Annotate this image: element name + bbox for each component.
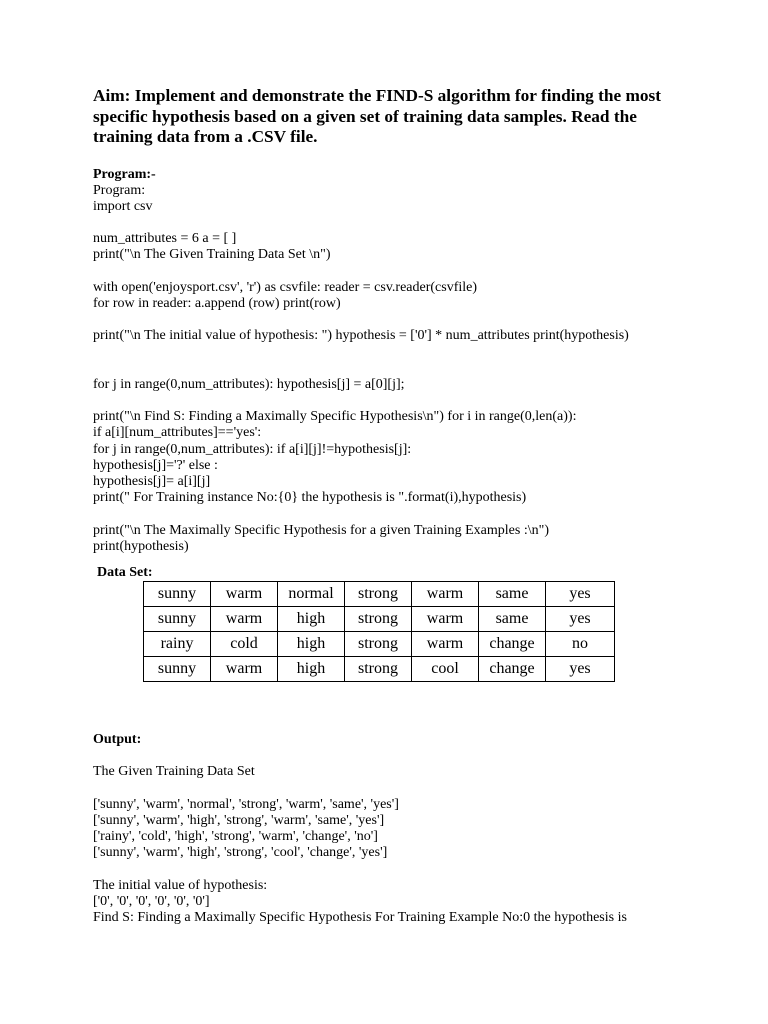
code-line: print("\n The Given Training Data Set \n") bbox=[93, 247, 331, 263]
code-line: for j in range(0,num_attributes): hypothesis[j] = a[0][j]; bbox=[93, 376, 405, 392]
output-text bbox=[93, 748, 693, 926]
code-line: import csv bbox=[93, 198, 153, 214]
code-line: hypothesis[j]='?' else : bbox=[93, 457, 218, 473]
code-line bbox=[93, 312, 683, 328]
table-cell: change bbox=[479, 657, 546, 682]
table-cell: warm bbox=[412, 607, 479, 632]
code-line bbox=[93, 215, 683, 231]
code-line: The initial value of hypothesis: bbox=[93, 877, 268, 893]
table-cell: sunny bbox=[144, 607, 211, 632]
code-line: with open('enjoysport.csv', 'r') as csvfile: reader = csv.reader(csvfile) bbox=[93, 279, 478, 295]
code-line: print("\n Find S: Finding a Maximally Specific Hypothesis\n") for i in range(0,len(a)): bbox=[93, 409, 577, 425]
table-cell: yes bbox=[546, 657, 615, 682]
table-cell: warm bbox=[211, 657, 278, 682]
table-cell: high bbox=[278, 657, 345, 682]
code-line bbox=[93, 361, 683, 377]
code-line: num_attributes = 6 a = [ ] bbox=[93, 231, 237, 247]
code-line bbox=[93, 861, 693, 877]
code-line bbox=[93, 264, 683, 280]
code-line: ['rainy', 'cold', 'high', 'strong', 'warm', 'change', 'no'] bbox=[93, 828, 378, 844]
code-line bbox=[93, 506, 683, 522]
table-row bbox=[144, 657, 615, 682]
table-cell: normal bbox=[278, 582, 345, 607]
table-cell: sunny bbox=[144, 582, 211, 607]
table-cell: strong bbox=[345, 632, 412, 657]
code-line: ['sunny', 'warm', 'high', 'strong', 'cool', 'change', 'yes'] bbox=[93, 845, 388, 861]
code-line: print(" For Training instance No:{0} the hypothesis is ".format(i),hypothesis) bbox=[93, 490, 527, 506]
code-line: print("\n The Maximally Specific Hypothesis for a given Training Examples :\n") bbox=[93, 522, 549, 538]
table-cell: rainy bbox=[144, 632, 211, 657]
table-cell: change bbox=[479, 632, 546, 657]
table-cell: strong bbox=[345, 582, 412, 607]
table-cell: same bbox=[479, 607, 546, 632]
table-cell: high bbox=[278, 607, 345, 632]
table-cell: strong bbox=[345, 657, 412, 682]
code-line bbox=[93, 780, 693, 796]
program-code bbox=[93, 183, 683, 556]
code-line: Find S: Finding a Maximally Specific Hypothesis For Training Example No:0 the hypothesis is bbox=[93, 909, 627, 925]
code-line: The Given Training Data Set bbox=[93, 764, 255, 780]
code-line: for j in range(0,num_attributes): if a[i][j]!=hypothesis[j]: bbox=[93, 441, 412, 457]
table-cell: yes bbox=[546, 582, 615, 607]
table-cell: warm bbox=[412, 632, 479, 657]
code-line: print(hypothesis) bbox=[93, 538, 189, 554]
code-line: ['sunny', 'warm', 'high', 'strong', 'warm', 'same', 'yes'] bbox=[93, 812, 385, 828]
table-cell: yes bbox=[546, 607, 615, 632]
table-cell: cool bbox=[412, 657, 479, 682]
code-line: ['0', '0', '0', '0', '0', '0'] bbox=[93, 893, 210, 909]
code-line: print("\n The initial value of hypothesis: ") hypothesis = ['0'] * num_attributes print(hypothesis) bbox=[93, 328, 629, 344]
table-row bbox=[144, 582, 615, 607]
table-cell: cold bbox=[211, 632, 278, 657]
code-line: for row in reader: a.append (row) print(row) bbox=[93, 295, 341, 311]
dataset-table bbox=[143, 581, 615, 682]
table-cell: high bbox=[278, 632, 345, 657]
table-cell: sunny bbox=[144, 657, 211, 682]
program-heading: Program:- bbox=[93, 166, 156, 182]
aim-heading: Aim: Implement and demonstrate the FIND-S algorithm for finding the most specific hypothesis based on a given set of training data samples. Read the training data from a .CSV file. bbox=[93, 86, 662, 146]
output-section bbox=[93, 732, 693, 926]
table-cell: strong bbox=[345, 607, 412, 632]
dataset-label: Data Set: bbox=[97, 565, 153, 580]
table-cell: same bbox=[479, 582, 546, 607]
code-line: Program: bbox=[93, 182, 146, 198]
code-line: ['sunny', 'warm', 'normal', 'strong', 'warm', 'same', 'yes'] bbox=[93, 796, 399, 812]
table-cell: warm bbox=[412, 582, 479, 607]
document-body bbox=[93, 86, 683, 555]
code-line: if a[i][num_attributes]=='yes': bbox=[93, 425, 262, 441]
table-row bbox=[144, 632, 615, 657]
output-heading: Output: bbox=[93, 732, 142, 747]
table-row bbox=[144, 607, 615, 632]
table-cell: warm bbox=[211, 607, 278, 632]
code-line: hypothesis[j]= a[i][j] bbox=[93, 474, 211, 490]
code-line bbox=[93, 393, 683, 409]
table-cell: warm bbox=[211, 582, 278, 607]
code-line bbox=[93, 748, 693, 764]
table-cell: no bbox=[546, 632, 615, 657]
code-line bbox=[93, 344, 683, 360]
